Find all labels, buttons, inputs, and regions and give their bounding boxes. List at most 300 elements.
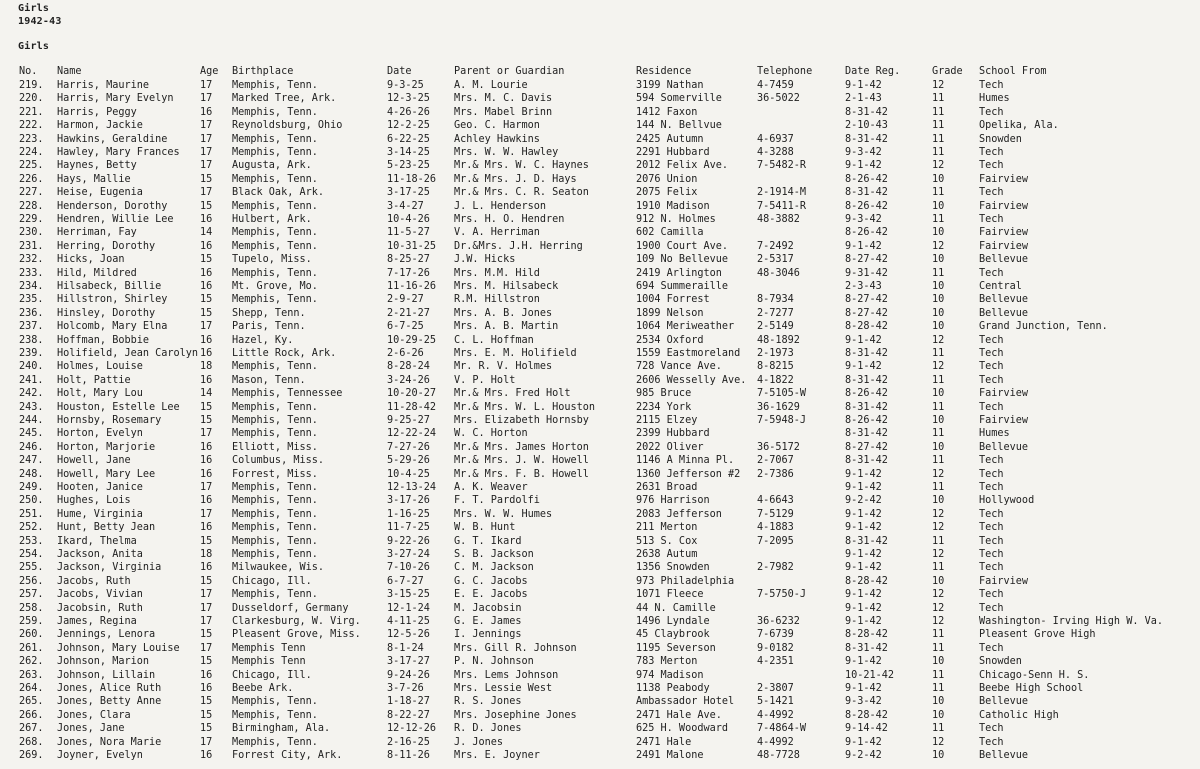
birthplace: Memphis, Tenn. — [232, 361, 318, 373]
row-no: 262. — [19, 656, 44, 668]
student-name: Harris, Mary Evelyn — [57, 93, 174, 105]
residence: 973 Philadelphia — [636, 575, 735, 587]
date-registered: 9-1-42 — [845, 602, 882, 614]
birthplace: Birmingham, Ala. — [232, 723, 331, 735]
school-from: Tech — [979, 455, 1004, 467]
row-no: 268. — [19, 736, 44, 748]
birthplace: Memphis, Tenn. — [232, 428, 318, 440]
parent-guardian: M. Jacobsin — [454, 602, 522, 614]
date-registered: 8-27-42 — [845, 294, 888, 306]
residence: 144 N. Bellvue — [636, 120, 722, 132]
student-age: 16 — [200, 106, 213, 118]
birthplace: Augusta, Ark. — [232, 160, 312, 172]
grade: 12 — [932, 160, 945, 172]
date-registered: 9-1-42 — [845, 683, 882, 694]
parent-guardian: Mr.& Mrs. J. W. Howell — [454, 455, 589, 467]
row-no: 223. — [19, 133, 44, 145]
date-registered: 2-1-43 — [845, 93, 882, 105]
birthplace: Memphis, Tenn. — [232, 535, 318, 547]
school-from: Pleasent Grove High — [979, 629, 1096, 641]
birthplace: Memphis Tenn — [232, 656, 306, 668]
row-no: 240. — [19, 361, 44, 373]
school-from: Bellevue — [979, 294, 1029, 306]
telephone: 9-0182 — [757, 642, 794, 654]
row-no: 235. — [19, 294, 44, 306]
date-registered: 9-31-42 — [845, 267, 888, 279]
residence: 2083 Jefferson — [636, 508, 722, 520]
table-row — [0, 106, 1200, 119]
student-age: 16 — [200, 334, 213, 346]
grade: 10 — [932, 495, 945, 507]
telephone: 7-2492 — [757, 240, 794, 252]
residence: 1900 Court Ave. — [636, 240, 729, 252]
parent-guardian: W. B. Hunt — [454, 522, 516, 534]
birth-date: 6-7-27 — [387, 575, 424, 587]
grade: 12 — [932, 616, 945, 627]
birth-date: 11-7-25 — [387, 522, 430, 534]
date-registered: 9-1-42 — [845, 549, 882, 560]
date-registered: 9-1-42 — [845, 589, 882, 601]
grade: 10 — [932, 441, 945, 453]
school-from: Hollywood — [979, 495, 1035, 507]
telephone: 7-5750-J — [757, 589, 807, 601]
parent-guardian: Mr.& Mrs. F. B. Howell — [454, 468, 589, 480]
grade: 12 — [932, 334, 945, 346]
row-no: 231. — [19, 240, 44, 252]
grade: 11 — [932, 133, 945, 145]
school-from: Grand Junction, Tenn. — [979, 321, 1108, 333]
student-age: 17 — [200, 482, 213, 493]
date-registered: 9-3-42 — [845, 214, 882, 225]
birth-date: 10-31-25 — [387, 240, 437, 252]
row-no: 224. — [19, 147, 44, 158]
row-no: 228. — [19, 200, 44, 212]
table-row — [0, 588, 1200, 601]
telephone: 7-4864-W — [757, 723, 807, 735]
school-from: Fairview — [979, 415, 1029, 426]
table-row — [0, 481, 1200, 494]
table-row — [0, 508, 1200, 521]
student-age: 17 — [200, 187, 213, 199]
birth-date: 2-16-25 — [387, 736, 430, 748]
parent-guardian: E. E. Jacobs — [454, 589, 528, 601]
grade: 11 — [932, 723, 945, 735]
telephone: 2-3807 — [757, 683, 794, 694]
residence: 2022 Oliver — [636, 441, 704, 453]
grade: 10 — [932, 656, 945, 668]
telephone: 48-1892 — [757, 334, 800, 346]
birth-date: 10-4-25 — [387, 468, 430, 480]
school-from: Tech — [979, 361, 1004, 373]
birthplace: Memphis, Tenn. — [232, 736, 318, 748]
residence: 44 N. Camille — [636, 602, 716, 614]
grade: 12 — [932, 522, 945, 534]
student-name: Hooten, Janice — [57, 482, 143, 493]
birth-date: 11-5-27 — [387, 227, 430, 239]
student-age: 16 — [200, 455, 213, 467]
table-row — [0, 253, 1200, 266]
parent-guardian: Mrs. A. B. Jones — [454, 307, 553, 319]
date-registered: 9-1-42 — [845, 468, 882, 480]
birthplace: Milwaukee, Wis. — [232, 562, 325, 574]
school-from: Tech — [979, 374, 1004, 386]
residence: 2234 York — [636, 401, 692, 413]
parent-guardian: J. Jones — [454, 736, 504, 748]
telephone: 4-6937 — [757, 133, 794, 145]
telephone: 7-5105-W — [757, 388, 807, 400]
school-from: Catholic High — [979, 709, 1059, 721]
table-row — [0, 642, 1200, 655]
date-registered: 8-27-42 — [845, 254, 888, 266]
birthplace: Little Rock, Ark. — [232, 348, 337, 359]
parent-guardian: Mrs. E. M. Holifield — [454, 348, 577, 359]
birth-date: 7-10-26 — [387, 562, 430, 574]
grade: 10 — [932, 750, 945, 761]
col-header-date-reg: Date Reg. — [845, 66, 901, 77]
birth-date: 10-29-25 — [387, 334, 437, 346]
parent-guardian: C. L. Hoffman — [454, 334, 534, 346]
row-no: 257. — [19, 589, 44, 601]
student-name: Jacobs, Ruth — [57, 575, 131, 587]
student-name: Haynes, Betty — [57, 160, 137, 172]
grade: 11 — [932, 642, 945, 654]
date-registered: 9-1-42 — [845, 482, 882, 493]
row-no: 267. — [19, 723, 44, 735]
grade: 12 — [932, 602, 945, 614]
parent-guardian: Mr.& Mrs. J. D. Hays — [454, 173, 577, 185]
student-age: 15 — [200, 656, 213, 668]
row-no: 221. — [19, 106, 44, 118]
table-row — [0, 293, 1200, 306]
row-no: 225. — [19, 160, 44, 172]
parent-guardian: Mr.& Mrs. W. L. Houston — [454, 401, 596, 413]
birth-date: 3-15-25 — [387, 589, 430, 601]
parent-guardian: Mrs. Lessie West — [454, 683, 553, 694]
student-name: Johnson, Marion — [57, 656, 150, 668]
table-row — [0, 561, 1200, 574]
birth-date: 4-26-26 — [387, 106, 430, 118]
residence: 1360 Jefferson #2 — [636, 468, 741, 480]
row-no: 222. — [19, 120, 44, 132]
table-row — [0, 387, 1200, 400]
birthplace: Columbus, Miss. — [232, 455, 325, 467]
birthplace: Elliott, Miss. — [232, 441, 318, 453]
residence: 2115 Elzey — [636, 415, 698, 426]
table-row — [0, 548, 1200, 561]
residence: 109 No Bellevue — [636, 254, 729, 266]
residence: 2534 Oxford — [636, 334, 704, 346]
birthplace: Shepp, Tenn. — [232, 307, 306, 319]
date-registered: 8-27-42 — [845, 441, 888, 453]
date-registered: 8-26-42 — [845, 173, 888, 185]
col-header-telephone: Telephone — [757, 66, 813, 77]
parent-guardian: S. B. Jackson — [454, 549, 534, 560]
student-name: Houston, Estelle Lee — [57, 401, 180, 413]
row-no: 242. — [19, 388, 44, 400]
residence: 2491 Malone — [636, 750, 704, 761]
date-registered: 2-10-43 — [845, 120, 888, 132]
date-registered: 9-1-42 — [845, 80, 882, 91]
student-age: 17 — [200, 616, 213, 627]
table-row — [0, 186, 1200, 199]
row-no: 219. — [19, 80, 44, 91]
student-name: Hoffman, Bobbie — [57, 334, 150, 346]
grade: 11 — [932, 629, 945, 641]
grade: 11 — [932, 93, 945, 105]
student-name: Herring, Dorothy — [57, 240, 156, 252]
birth-date: 8-22-27 — [387, 709, 430, 721]
table-row — [0, 695, 1200, 708]
row-no: 266. — [19, 709, 44, 721]
student-name: Hunt, Betty Jean — [57, 522, 156, 534]
parent-guardian: G. T. Ikard — [454, 535, 522, 547]
table-row — [0, 79, 1200, 92]
date-registered: 8-26-42 — [845, 227, 888, 239]
grade: 12 — [932, 240, 945, 252]
student-age: 15 — [200, 401, 213, 413]
grade: 12 — [932, 589, 945, 601]
parent-guardian: Dr.&Mrs. J.H. Herring — [454, 240, 583, 252]
student-age: 17 — [200, 508, 213, 520]
school-from: Beebe High School — [979, 683, 1084, 694]
table-row — [0, 709, 1200, 722]
date-registered: 8-26-42 — [845, 200, 888, 212]
grade: 11 — [932, 683, 945, 694]
residence: 2631 Broad — [636, 482, 698, 493]
date-registered: 9-1-42 — [845, 656, 882, 668]
row-no: 243. — [19, 401, 44, 413]
table-row — [0, 360, 1200, 373]
birthplace: Clarkesburg, W. Virg. — [232, 616, 361, 627]
parent-guardian: G. E. James — [454, 616, 522, 627]
student-name: Holifield, Jean Carolyn — [57, 348, 199, 359]
birthplace: Dusseldorf, Germany — [232, 602, 349, 614]
parent-guardian: Mrs. M. Hilsabeck — [454, 281, 559, 292]
column-header-row — [0, 65, 1200, 78]
school-from: Tech — [979, 80, 1004, 91]
student-age: 18 — [200, 361, 213, 373]
residence: 1559 Eastmoreland — [636, 348, 741, 359]
student-age: 17 — [200, 736, 213, 748]
student-age: 15 — [200, 254, 213, 266]
date-registered: 8-31-42 — [845, 348, 888, 359]
table-row — [0, 669, 1200, 682]
table-row — [0, 92, 1200, 105]
student-age: 16 — [200, 495, 213, 507]
table-row — [0, 575, 1200, 588]
row-no: 256. — [19, 575, 44, 587]
table-row — [0, 334, 1200, 347]
student-age: 16 — [200, 267, 213, 279]
table-row — [0, 320, 1200, 333]
table-row — [0, 682, 1200, 695]
date-registered: 9-1-42 — [845, 522, 882, 534]
parent-guardian: Mr.& Mrs. C. R. Seaton — [454, 187, 589, 199]
birthplace: Pleasent Grove, Miss. — [232, 629, 361, 641]
table-row — [0, 494, 1200, 507]
grade: 12 — [932, 508, 945, 520]
residence: 1138 Peabody — [636, 683, 710, 694]
birth-date: 7-27-26 — [387, 441, 430, 453]
birthplace: Reynoldsburg, Ohio — [232, 120, 343, 132]
birth-date: 3-7-26 — [387, 683, 424, 694]
student-name: Holt, Pattie — [57, 374, 131, 386]
parent-guardian: Achley Hawkins — [454, 133, 540, 145]
table-row — [0, 213, 1200, 226]
student-name: Heise, Eugenia — [57, 187, 143, 199]
residence: 694 Summeraille — [636, 281, 729, 292]
birth-date: 5-23-25 — [387, 160, 430, 172]
grade: 10 — [932, 709, 945, 721]
birth-date: 3-24-26 — [387, 374, 430, 386]
grade: 10 — [932, 173, 945, 185]
telephone: 36-6232 — [757, 616, 800, 627]
row-no: 255. — [19, 562, 44, 574]
parent-guardian: R. D. Jones — [454, 723, 522, 735]
telephone: 36-1629 — [757, 401, 800, 413]
birth-date: 4-11-25 — [387, 616, 430, 627]
birth-date: 8-25-27 — [387, 254, 430, 266]
student-name: Hicks, Joan — [57, 254, 125, 266]
birth-date: 1-18-27 — [387, 696, 430, 708]
school-from: Humes — [979, 93, 1010, 105]
birthplace: Mt. Grove, Mo. — [232, 281, 318, 292]
date-registered: 8-31-42 — [845, 133, 888, 145]
school-from: Fairview — [979, 200, 1029, 212]
row-no: 233. — [19, 267, 44, 279]
birth-date: 11-18-26 — [387, 173, 437, 185]
student-age: 14 — [200, 388, 213, 400]
col-header-grade: Grade — [932, 66, 963, 77]
birthplace: Forrest, Miss. — [232, 468, 318, 480]
row-no: 258. — [19, 602, 44, 614]
birthplace: Memphis, Tenn. — [232, 240, 318, 252]
telephone: 2-7277 — [757, 307, 794, 319]
parent-guardian: V. A. Herriman — [454, 227, 540, 239]
student-age: 17 — [200, 160, 213, 172]
birthplace: Hulbert, Ark. — [232, 214, 312, 225]
telephone: 4-3288 — [757, 147, 794, 158]
school-from: Opelika, Ala. — [979, 120, 1059, 132]
grade: 11 — [932, 374, 945, 386]
birthplace: Mason, Tenn. — [232, 374, 306, 386]
table-row — [0, 226, 1200, 239]
student-name: Herriman, Fay — [57, 227, 137, 239]
row-no: 249. — [19, 482, 44, 493]
row-no: 254. — [19, 549, 44, 560]
grade: 12 — [932, 361, 945, 373]
student-age: 16 — [200, 750, 213, 761]
birthplace: Memphis, Tenn. — [232, 696, 318, 708]
parent-guardian: A. K. Weaver — [454, 482, 528, 493]
parent-guardian: F. T. Pardolfi — [454, 495, 540, 507]
table-row — [0, 602, 1200, 615]
row-no: 269. — [19, 750, 44, 761]
residence: 2291 Hubbard — [636, 147, 710, 158]
student-age: 15 — [200, 173, 213, 185]
date-registered: 2-3-43 — [845, 281, 882, 292]
birth-date: 12-3-25 — [387, 93, 430, 105]
telephone: 8-7934 — [757, 294, 794, 306]
student-name: Hillstron, Shirley — [57, 294, 168, 306]
student-name: Hughes, Lois — [57, 495, 131, 507]
school-from: Snowden — [979, 656, 1022, 668]
school-from: Tech — [979, 522, 1004, 534]
table-row — [0, 521, 1200, 534]
date-registered: 10-21-42 — [845, 669, 895, 681]
school-from: Bellevue — [979, 307, 1029, 319]
col-header-parent: Parent or Guardian — [454, 66, 565, 77]
student-age: 17 — [200, 428, 213, 440]
telephone: 4-2351 — [757, 656, 794, 668]
date-registered: 8-28-42 — [845, 575, 888, 587]
residence: 2075 Felix — [636, 187, 698, 199]
date-registered: 8-27-42 — [845, 307, 888, 319]
student-age: 17 — [200, 80, 213, 91]
birth-date: 10-4-26 — [387, 214, 430, 225]
row-no: 226. — [19, 173, 44, 185]
student-age: 15 — [200, 723, 213, 735]
residence: 1071 Fleece — [636, 589, 704, 601]
col-header-name: Name — [57, 66, 82, 77]
parent-guardian: J. L. Henderson — [454, 200, 547, 212]
row-no: 241. — [19, 374, 44, 386]
birthplace: Marked Tree, Ark. — [232, 93, 337, 105]
telephone: 2-5149 — [757, 321, 794, 333]
parent-guardian: Mrs. W. W. Hawley — [454, 147, 559, 158]
grade: 10 — [932, 415, 945, 426]
birthplace: Beebe Ark. — [232, 683, 294, 694]
residence: 783 Merton — [636, 656, 698, 668]
school-from: Bellevue — [979, 254, 1029, 266]
date-registered: 9-1-42 — [845, 562, 882, 574]
student-age: 17 — [200, 321, 213, 333]
student-name: Holcomb, Mary Elna — [57, 321, 168, 333]
birth-date: 9-25-27 — [387, 415, 430, 426]
school-from: Bellevue — [979, 696, 1029, 708]
student-age: 15 — [200, 709, 213, 721]
grade: 11 — [932, 482, 945, 493]
date-registered: 8-31-42 — [845, 642, 888, 654]
row-no: 234. — [19, 281, 44, 292]
telephone: 2-7386 — [757, 468, 794, 480]
grade: 11 — [932, 187, 945, 199]
birth-date: 8-1-24 — [387, 642, 424, 654]
school-from: Fairview — [979, 575, 1029, 587]
grade: 10 — [932, 281, 945, 292]
student-age: 14 — [200, 227, 213, 239]
residence: 1899 Nelson — [636, 307, 704, 319]
student-name: James, Regina — [57, 616, 137, 627]
grade: 11 — [932, 120, 945, 132]
col-header-birthplace: Birthplace — [232, 66, 294, 77]
telephone: 36-5172 — [757, 441, 800, 453]
student-age: 17 — [200, 602, 213, 614]
table-row — [0, 374, 1200, 387]
residence: 2638 Autum — [636, 549, 698, 560]
school-from: Tech — [979, 401, 1004, 413]
row-no: 250. — [19, 495, 44, 507]
date-registered: 8-31-42 — [845, 428, 888, 440]
school-from: Chicago-Senn H. S. — [979, 669, 1090, 681]
row-no: 227. — [19, 187, 44, 199]
date-registered: 9-2-42 — [845, 750, 882, 761]
birthplace: Memphis, Tenn. — [232, 401, 318, 413]
student-age: 15 — [200, 294, 213, 306]
grade: 11 — [932, 428, 945, 440]
telephone: 8-8215 — [757, 361, 794, 373]
school-from: Tech — [979, 482, 1004, 493]
